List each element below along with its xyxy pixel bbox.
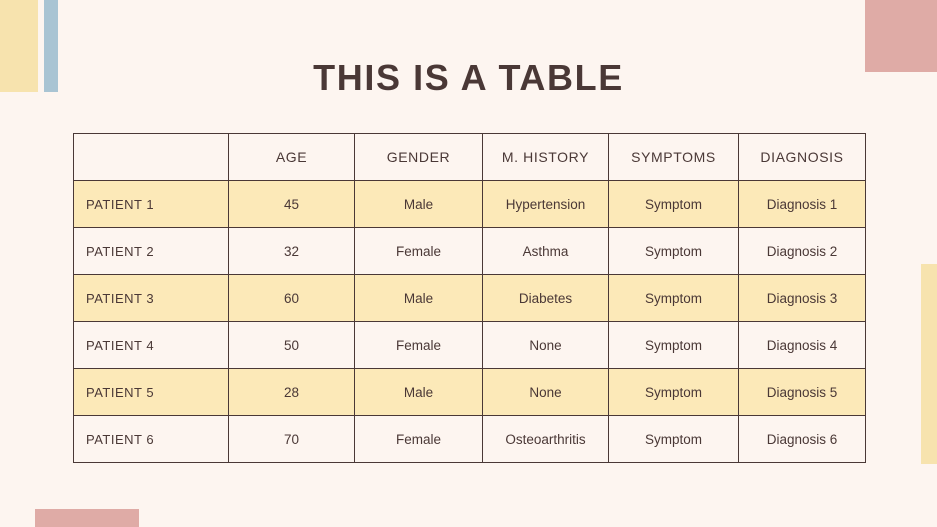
cell-diagnosis: Diagnosis 5 bbox=[739, 369, 866, 416]
cell-gender: Female bbox=[355, 322, 483, 369]
cell-age: 28 bbox=[229, 369, 355, 416]
table-header bbox=[74, 134, 866, 181]
cell-medical-history: None bbox=[483, 369, 609, 416]
row-label-patient-5: PATIENT 5 bbox=[74, 369, 229, 416]
cell-symptoms: Symptom bbox=[609, 181, 739, 228]
cell-age: 50 bbox=[229, 322, 355, 369]
table-header-row bbox=[74, 134, 866, 181]
cell-diagnosis: Diagnosis 2 bbox=[739, 228, 866, 275]
cell-symptoms: Symptom bbox=[609, 416, 739, 463]
cell-age: 70 bbox=[229, 416, 355, 463]
column-header-diagnosis: DIAGNOSIS bbox=[739, 134, 866, 181]
row-label-patient-1: PATIENT 1 bbox=[74, 181, 229, 228]
cell-gender: Female bbox=[355, 416, 483, 463]
cell-medical-history: Diabetes bbox=[483, 275, 609, 322]
table-row bbox=[74, 228, 866, 275]
table-body bbox=[74, 181, 866, 463]
row-label-patient-3: PATIENT 3 bbox=[74, 275, 229, 322]
table-corner-cell bbox=[74, 134, 229, 181]
cell-medical-history: Asthma bbox=[483, 228, 609, 275]
cell-age: 32 bbox=[229, 228, 355, 275]
cell-medical-history: None bbox=[483, 322, 609, 369]
cell-age: 45 bbox=[229, 181, 355, 228]
cell-gender: Male bbox=[355, 369, 483, 416]
cell-diagnosis: Diagnosis 6 bbox=[739, 416, 866, 463]
column-header-medical-history: M. HISTORY bbox=[483, 134, 609, 181]
cell-medical-history: Hypertension bbox=[483, 181, 609, 228]
table-row bbox=[74, 369, 866, 416]
cell-gender: Male bbox=[355, 181, 483, 228]
cell-diagnosis: Diagnosis 4 bbox=[739, 322, 866, 369]
cell-gender: Female bbox=[355, 228, 483, 275]
decoration-bottom-left-pink-bar bbox=[35, 509, 139, 527]
row-label-patient-6: PATIENT 6 bbox=[74, 416, 229, 463]
cell-symptoms: Symptom bbox=[609, 228, 739, 275]
column-header-symptoms: SYMPTOMS bbox=[609, 134, 739, 181]
cell-diagnosis: Diagnosis 3 bbox=[739, 275, 866, 322]
cell-symptoms: Symptom bbox=[609, 369, 739, 416]
page-title: THIS IS A TABLE bbox=[313, 57, 624, 98]
column-header-age: AGE bbox=[229, 134, 355, 181]
cell-medical-history: Osteoarthritis bbox=[483, 416, 609, 463]
table-row bbox=[74, 275, 866, 322]
cell-age: 60 bbox=[229, 275, 355, 322]
table-container bbox=[73, 133, 865, 463]
column-header-gender: GENDER bbox=[355, 134, 483, 181]
patient-table bbox=[73, 133, 866, 463]
cell-diagnosis: Diagnosis 1 bbox=[739, 181, 866, 228]
table-row bbox=[74, 181, 866, 228]
cell-symptoms: Symptom bbox=[609, 275, 739, 322]
table-row bbox=[74, 322, 866, 369]
row-label-patient-4: PATIENT 4 bbox=[74, 322, 229, 369]
table-row bbox=[74, 416, 866, 463]
cell-symptoms: Symptom bbox=[609, 322, 739, 369]
cell-gender: Male bbox=[355, 275, 483, 322]
decoration-right-yellow-bar bbox=[921, 264, 937, 464]
row-label-patient-2: PATIENT 2 bbox=[74, 228, 229, 275]
